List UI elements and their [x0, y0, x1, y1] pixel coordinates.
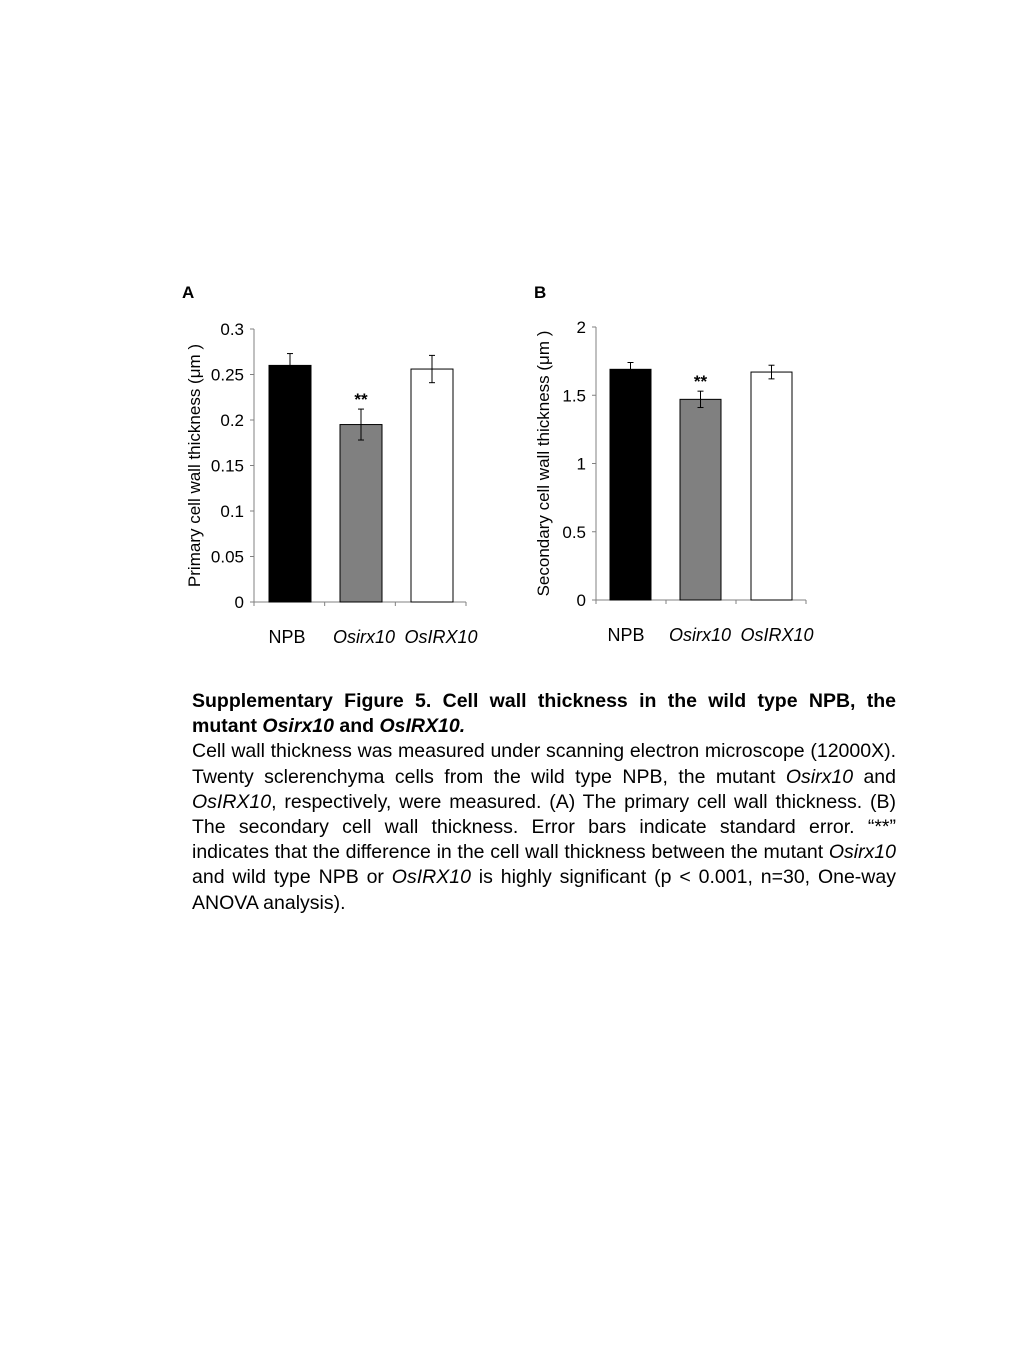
y-tick-label: 1	[576, 454, 586, 474]
bar	[751, 372, 792, 600]
caption-body-text-3: , respectively, were measured. (A) The primary cell wall thickness. (B) The secondary cell wall thickness. Error bars indicate standard error. “**” indicates that the difference in the cell wall thickness between the mutant	[192, 790, 896, 864]
caption-body-italic-1: Osirx10	[785, 765, 854, 788]
significance-marker: **	[354, 390, 368, 410]
caption-body-text-4: and wild type NPB or	[192, 866, 392, 889]
x-category-label: OsIRX10	[740, 625, 814, 645]
caption-body-text-5: is highly significant (p < 0.001, n=30, One-way ANOVA analysis).	[192, 866, 896, 914]
caption-title-italic-1: Osirx10	[262, 715, 334, 738]
y-tick-label: 0.15	[210, 456, 244, 476]
y-tick-label: 1.5	[562, 386, 586, 406]
x-category-label: Osirx10	[668, 625, 732, 645]
caption-body-italic-2: OsIRX10	[192, 790, 272, 813]
bar	[680, 399, 721, 600]
panel-label-a: A	[182, 283, 195, 302]
x-category-label: NPB	[268, 627, 306, 647]
caption-title	[192, 689, 896, 739]
caption-title-text-2: and	[333, 715, 380, 738]
x-category-label: OsIRX10	[404, 627, 478, 647]
y-tick-label: 2	[576, 318, 586, 337]
y-tick-label: 0.25	[210, 365, 244, 385]
caption-body-text-2: and	[853, 765, 896, 788]
significance-marker: **	[693, 372, 708, 392]
y-axis-label: Secondary cell wall thickness (μm )	[534, 330, 553, 597]
y-tick-label: 0.5	[562, 522, 586, 542]
x-category-label: Osirx10	[332, 627, 396, 647]
figure-caption	[192, 689, 896, 916]
y-tick-label: 0.2	[220, 411, 244, 430]
x-category-label: NPB	[607, 625, 645, 645]
panel-label-b: B	[534, 283, 547, 302]
caption-body-text-1: Cell wall thickness was measured under scanning electron microscope (12000X). Twenty sclerenchyma cells from the wild type NPB, the mutant	[192, 740, 896, 788]
y-tick-label: 0.05	[210, 547, 244, 567]
caption-title-italic-2: OsIRX10.	[379, 715, 466, 738]
y-tick-label: 0.1	[220, 502, 244, 521]
caption-title-text: Supplementary Figure 5. Cell wall thickness in the wild type NPB, the mutant	[192, 690, 896, 738]
caption-body-italic-3: Osirx10	[828, 841, 896, 864]
y-tick-label: 0	[234, 593, 244, 612]
y-tick-label: 0	[576, 591, 586, 610]
caption-body	[192, 739, 896, 915]
bar	[610, 369, 651, 600]
y-tick-label: 0.3	[220, 320, 244, 339]
y-axis-label: Primary cell wall thickness (μm )	[185, 343, 204, 588]
caption-body-italic-4: OsIRX10	[391, 866, 471, 889]
bar-chart-secondary	[0, 0, 1024, 680]
